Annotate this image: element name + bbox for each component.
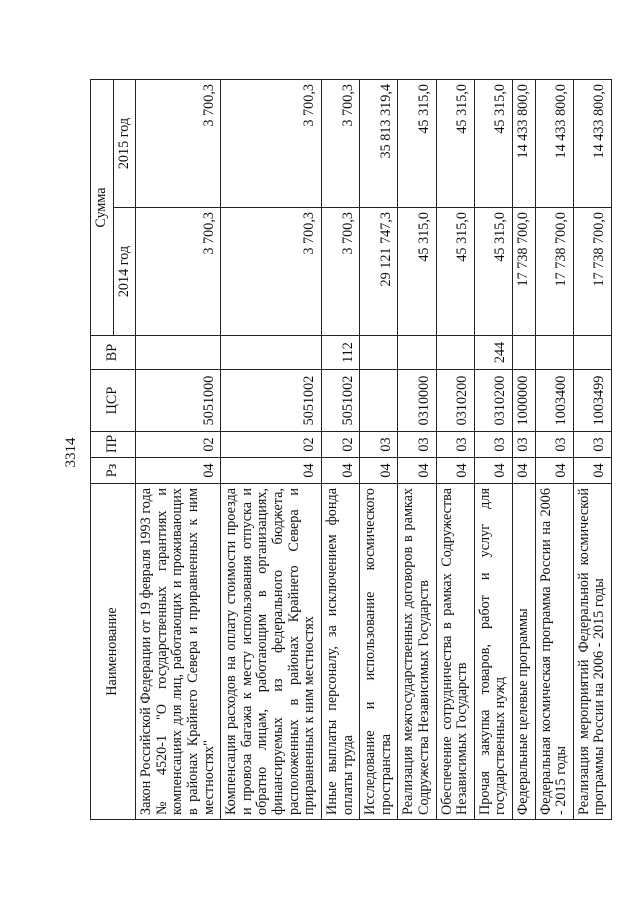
- row-csr: 1003400: [535, 370, 573, 432]
- row-sum-2014: 29 121 747,3: [360, 208, 398, 336]
- table-row: [321, 80, 359, 820]
- table-row: [573, 80, 611, 820]
- row-sum-2015: 3 700,3: [221, 80, 322, 208]
- header-csr: ЦСР: [91, 370, 136, 432]
- row-vr: 244: [474, 336, 512, 370]
- row-name: Прочая закупка товаров, работ и услуг для государственных нужд: [474, 484, 512, 820]
- header-sum: Сумма: [91, 80, 114, 336]
- row-sum-2015: 45 315,0: [398, 80, 436, 208]
- row-csr: 5051000: [136, 370, 221, 432]
- row-csr: 0310200: [436, 370, 474, 432]
- row-name: Компенсация расходов на оплату стоимости проезда и провоза багажа к месту использования отпуска и обратно лицам, работающим в организациях, финансируемых из федерального бюджета, расположенных в районах Крайнего Севера и приравненных к ним местностях: [221, 484, 322, 820]
- row-name: Реализация межгосударственных договоров в рамках Содружества Независимых Государств: [398, 484, 436, 820]
- header-pr: ПР: [91, 432, 136, 458]
- row-vr: [513, 336, 536, 370]
- row-vr: [573, 336, 611, 370]
- row-rz: 04: [398, 458, 436, 484]
- row-sum-2015: 45 315,0: [436, 80, 474, 208]
- row-pr: 03: [573, 432, 611, 458]
- row-name: Реализация мероприятий Федеральной космической программы России на 2006 - 2015 годы: [573, 484, 611, 820]
- header-year-2014: 2014 год: [113, 208, 136, 336]
- row-pr: 02: [321, 432, 359, 458]
- row-name: Федеральная космическая программа России на 2006 - 2015 годы: [535, 484, 573, 820]
- row-rz: 04: [513, 458, 536, 484]
- header-row: [91, 80, 114, 820]
- row-sum-2014: 45 315,0: [398, 208, 436, 336]
- table-row: [513, 80, 536, 820]
- header-rz: Рз: [91, 458, 136, 484]
- row-name: Федеральные целевые программы: [513, 484, 536, 820]
- row-sum-2014: 3 700,3: [221, 208, 322, 336]
- page-number: 3314: [63, 437, 79, 468]
- row-name: Закон Российской Федерации от 19 февраля 1993 года № 4520-1 "О государственных гарантиях и компенсациях для лиц, работающих и проживающих в районах Крайнего Севера и приравненных к ним местностях": [136, 484, 221, 820]
- row-pr: 03: [398, 432, 436, 458]
- row-sum-2014: 45 315,0: [474, 208, 512, 336]
- row-rz: 04: [436, 458, 474, 484]
- row-csr: [360, 370, 398, 432]
- row-pr: 02: [136, 432, 221, 458]
- row-csr: 1000000: [513, 370, 536, 432]
- row-sum-2015: 14 433 800,0: [535, 80, 573, 208]
- row-rz: 04: [535, 458, 573, 484]
- row-name: Иные выплаты персоналу, за исключением фонда оплаты труда: [321, 484, 359, 820]
- row-vr: [360, 336, 398, 370]
- row-sum-2015: 14 433 800,0: [573, 80, 611, 208]
- row-pr: 03: [360, 432, 398, 458]
- table-row: [221, 80, 322, 820]
- row-sum-2015: 35 813 319,4: [360, 80, 398, 208]
- row-name: Обеспечение сотрудничества в рамках Содружества Независимых Государств: [436, 484, 474, 820]
- table-row: [136, 80, 221, 820]
- table-row: [360, 80, 398, 820]
- table-row: [436, 80, 474, 820]
- row-vr: 112: [321, 336, 359, 370]
- row-vr: [535, 336, 573, 370]
- row-sum-2014: 45 315,0: [436, 208, 474, 336]
- row-csr: 0310000: [398, 370, 436, 432]
- row-sum-2015: 3 700,3: [136, 80, 221, 208]
- row-sum-2015: 45 315,0: [474, 80, 512, 208]
- header-year-2015: 2015 год: [113, 80, 136, 208]
- row-rz: 04: [321, 458, 359, 484]
- row-rz: 04: [221, 458, 322, 484]
- row-sum-2015: 3 700,3: [321, 80, 359, 208]
- row-rz: 04: [474, 458, 512, 484]
- row-pr: 03: [474, 432, 512, 458]
- table-row: [474, 80, 512, 820]
- row-pr: 02: [221, 432, 322, 458]
- row-name: Исследование и использование космического пространства: [360, 484, 398, 820]
- row-vr: [221, 336, 322, 370]
- row-sum-2014: 17 738 700,0: [573, 208, 611, 336]
- header-vr: ВР: [91, 336, 136, 370]
- row-csr: 1003499: [573, 370, 611, 432]
- row-vr: [136, 336, 221, 370]
- row-vr: [398, 336, 436, 370]
- table-row: [535, 80, 573, 820]
- row-pr: 03: [436, 432, 474, 458]
- row-csr: 5051002: [321, 370, 359, 432]
- row-sum-2014: 3 700,3: [136, 208, 221, 336]
- row-sum-2014: 17 738 700,0: [535, 208, 573, 336]
- row-rz: 04: [573, 458, 611, 484]
- row-pr: 03: [513, 432, 536, 458]
- row-sum-2014: 17 738 700,0: [513, 208, 536, 336]
- row-sum-2015: 14 433 800,0: [513, 80, 536, 208]
- budget-table: [90, 79, 612, 820]
- row-csr: 0310200: [474, 370, 512, 432]
- header-name: Наименование: [91, 484, 136, 820]
- row-rz: 04: [136, 458, 221, 484]
- table-row: [398, 80, 436, 820]
- row-csr: 5051002: [221, 370, 322, 432]
- row-vr: [436, 336, 474, 370]
- row-rz: 04: [360, 458, 398, 484]
- row-pr: 03: [535, 432, 573, 458]
- row-sum-2014: 3 700,3: [321, 208, 359, 336]
